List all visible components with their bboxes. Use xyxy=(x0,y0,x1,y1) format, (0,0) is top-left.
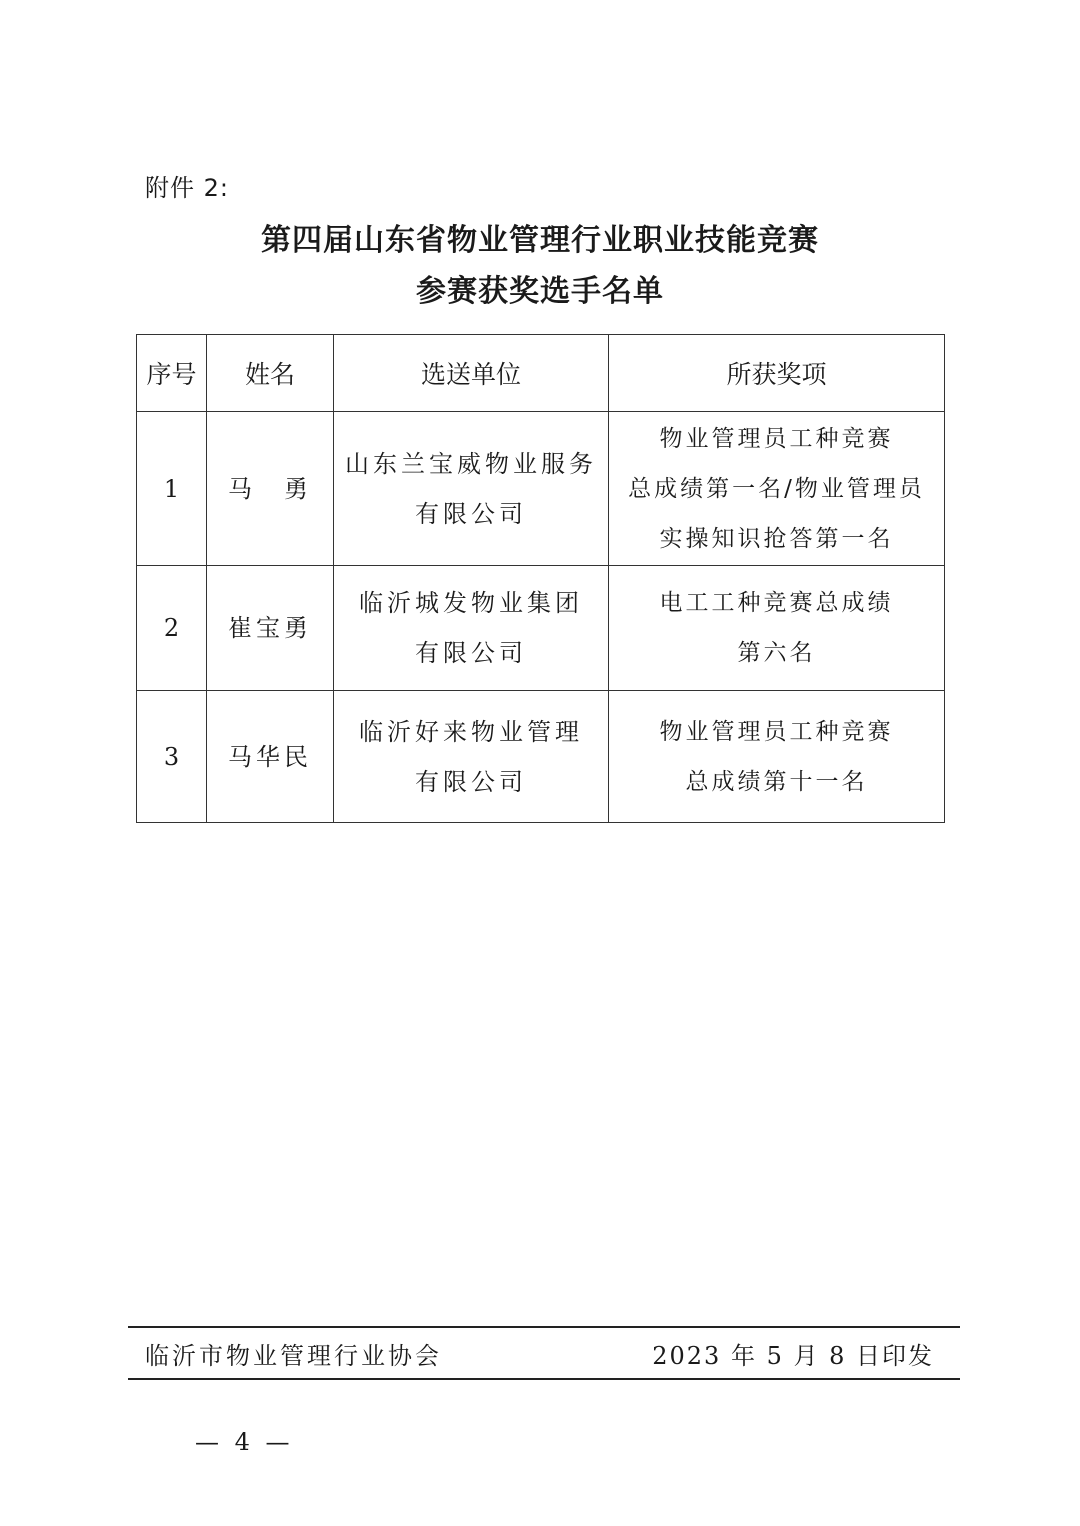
row-unit xyxy=(334,566,609,691)
table-row xyxy=(137,412,945,566)
table-row xyxy=(137,691,945,823)
row-award xyxy=(609,412,945,566)
award-line: 电工工种竞赛总成绩 xyxy=(659,590,894,616)
award-line: 物业管理员工种竞赛 xyxy=(659,718,894,745)
row-seq: 3 xyxy=(137,691,207,823)
row-award xyxy=(609,566,945,691)
award-line: 第六名 xyxy=(737,640,816,666)
award-line: 实操知识抢答第一名 xyxy=(659,525,894,552)
table-row xyxy=(137,566,945,691)
attachment-label: 附件 2: xyxy=(145,174,229,202)
document-title-line-2: 参赛获奖选手名单 xyxy=(416,274,664,309)
publisher-name: 临沂市物业管理行业协会 xyxy=(145,1342,442,1370)
row-unit xyxy=(334,412,609,566)
award-line: 物业管理员工种竞赛 xyxy=(659,425,894,452)
header-seq: 序号 xyxy=(137,335,207,412)
row-unit xyxy=(334,691,609,823)
footer-divider-bottom xyxy=(128,1378,960,1380)
award-winners-table xyxy=(136,334,945,823)
unit-line: 临沂好来物业管理 xyxy=(359,717,583,746)
issue-date: 2023 年 5 月 8 日印发 xyxy=(652,1342,934,1370)
header-unit: 选送单位 xyxy=(334,335,609,412)
unit-line: 有限公司 xyxy=(415,767,527,796)
award-line: 总成绩第十一名 xyxy=(685,768,868,795)
row-name: 马 勇 xyxy=(207,412,334,566)
header-award: 所获奖项 xyxy=(609,335,945,412)
row-award xyxy=(609,691,945,823)
row-name: 崔宝勇 xyxy=(207,566,334,691)
row-seq: 1 xyxy=(137,412,207,566)
table-header-row xyxy=(137,335,945,412)
footer-divider-top xyxy=(128,1326,960,1328)
row-seq: 2 xyxy=(137,566,207,691)
unit-line: 有限公司 xyxy=(415,499,527,528)
unit-line: 山东兰宝威物业服务 xyxy=(345,449,597,478)
unit-line: 有限公司 xyxy=(415,639,527,667)
page-number: — 4 — xyxy=(195,1428,294,1456)
unit-line: 临沂城发物业集团 xyxy=(359,589,583,617)
award-line: 总成绩第一名/物业管理员 xyxy=(628,475,925,502)
document-title-line-1: 第四届山东省物业管理行业职业技能竞赛 xyxy=(261,223,819,258)
header-name: 姓名 xyxy=(207,335,334,412)
row-name: 马华民 xyxy=(207,691,334,823)
